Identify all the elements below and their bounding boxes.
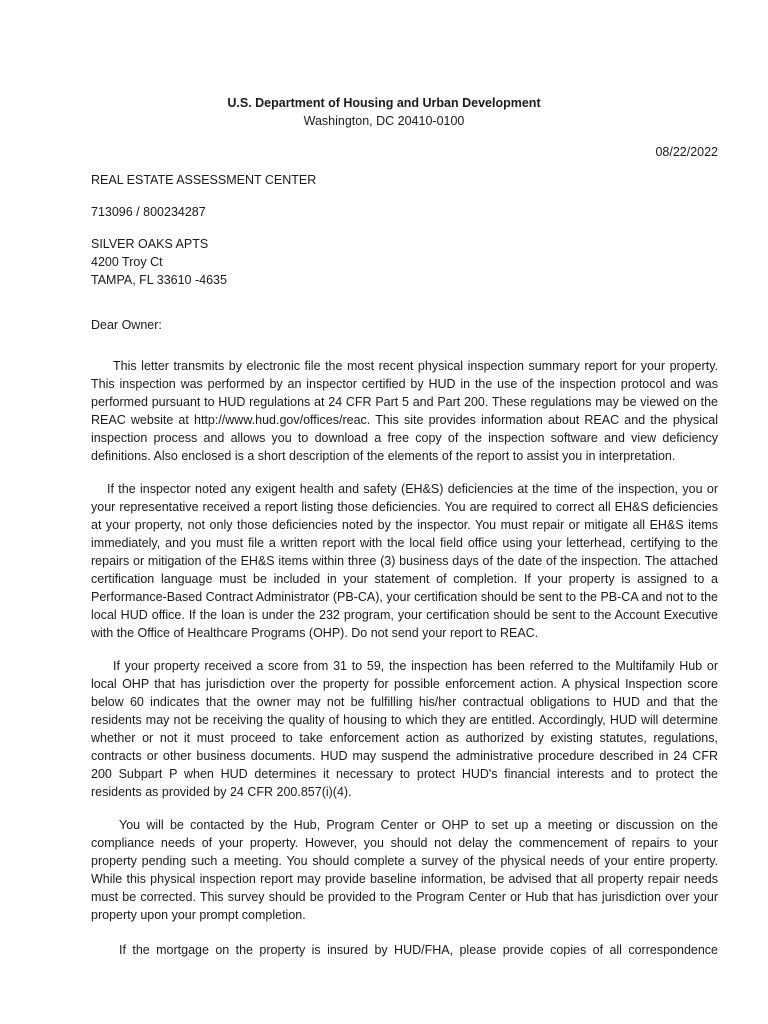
paragraph-text: If your property received a score from 31 to 59, the inspection has been referred to the Multifamily Hub or local OHP that has jurisdiction over the property for possible enforcement action. A physical Inspection score below 60 indicates that the owner may not be fulfilling his/her contractual obligations to HUD and that the residents may not be receiving the quality of housing to which they are entitled. Accordingly, HUD will determine whether or not it must proceed to take enforcement action as authorized by existing statutes, regulations, contracts or other business documents. HUD may suspend the administrative procedure described in 24 CFR 200 Subpart P when HUD determines it necessary to protect HUD's financial interests and to protect the residents as provided by 24 CFR 200.857(i)(4). [91,659,718,799]
reference-ids: 713096 / 800234287 [91,205,206,219]
agency-address: Washington, DC 20410-0100 [303,114,465,128]
paragraph-1 [91,357,718,465]
paragraph-text: If the inspector noted any exigent health and safety (EH&S) deficiencies at the time of the inspection, you or your representative received a report listing those deficiencies. You are required to correct all EH&S deficiencies at your property, not only those deficiencies noted by the inspector. You must repair or mitigate all EH&S items immediately, and you must file a written report with the local field office using your letterhead, certifying to the repairs or mitigation of the EH&S items within three (3) business days of the date of the inspection. The attached certification language must be included in your statement of completion. If your property is assigned to a Performance-Based Contract Administrator (PB-CA), your certification should be sent to the PB-CA and not to the local HUD office. If the loan is under the 232 program, your certification should be sent to the Account Executive with the Office of Healthcare Programs (OHP). Do not send your report to REAC. [91,482,718,640]
paragraph-2 [91,480,718,642]
paragraph-text: You will be contacted by the Hub, Program Center or OHP to set up a meeting or discussion on the compliance needs of your property. However, you should not delay the commencement of repairs to your property pending such a meeting. You should complete a survey of the physical needs of your entire property. While this physical inspection report may provide baseline information, be advised that all property repair needs must be corrected. This survey should be provided to the Program Center or Hub that has jurisdiction over your property upon your prompt completion. [91,818,718,922]
letter-date: 08/22/2022 [655,145,718,159]
sender-center: REAL ESTATE ASSESSMENT CENTER [91,173,317,187]
paragraph-text: If the mortgage on the property is insured by HUD/FHA, please provide copies of all correspondence [119,943,718,957]
salutation: Dear Owner: [91,318,162,332]
paragraph-3 [91,657,718,801]
recipient-city-state-zip: TAMPA, FL 33610 -4635 [91,273,227,287]
paragraph-5 [91,941,718,959]
agency-name: U.S. Department of Housing and Urban Development [227,96,541,110]
recipient-street: 4200 Troy Ct [91,255,163,269]
letterhead [0,94,768,130]
paragraph-4 [91,816,718,924]
recipient-name: SILVER OAKS APTS [91,237,209,251]
paragraph-text: This letter transmits by electronic file the most recent physical inspection summary report for your property. This inspection was performed by an inspector certified by HUD in the use of the inspection protocol and was performed pursuant to HUD regulations at 24 CFR Part 5 and Part 200. These regulations may be viewed on the REAC website at http://www.hud.gov/offices/reac. This site provides information about REAC and the physical inspection process and allows you to download a free copy of the inspection software and view deficiency definitions. Also enclosed is a short description of the elements of the report to assist you in interpretation. [91,359,718,463]
